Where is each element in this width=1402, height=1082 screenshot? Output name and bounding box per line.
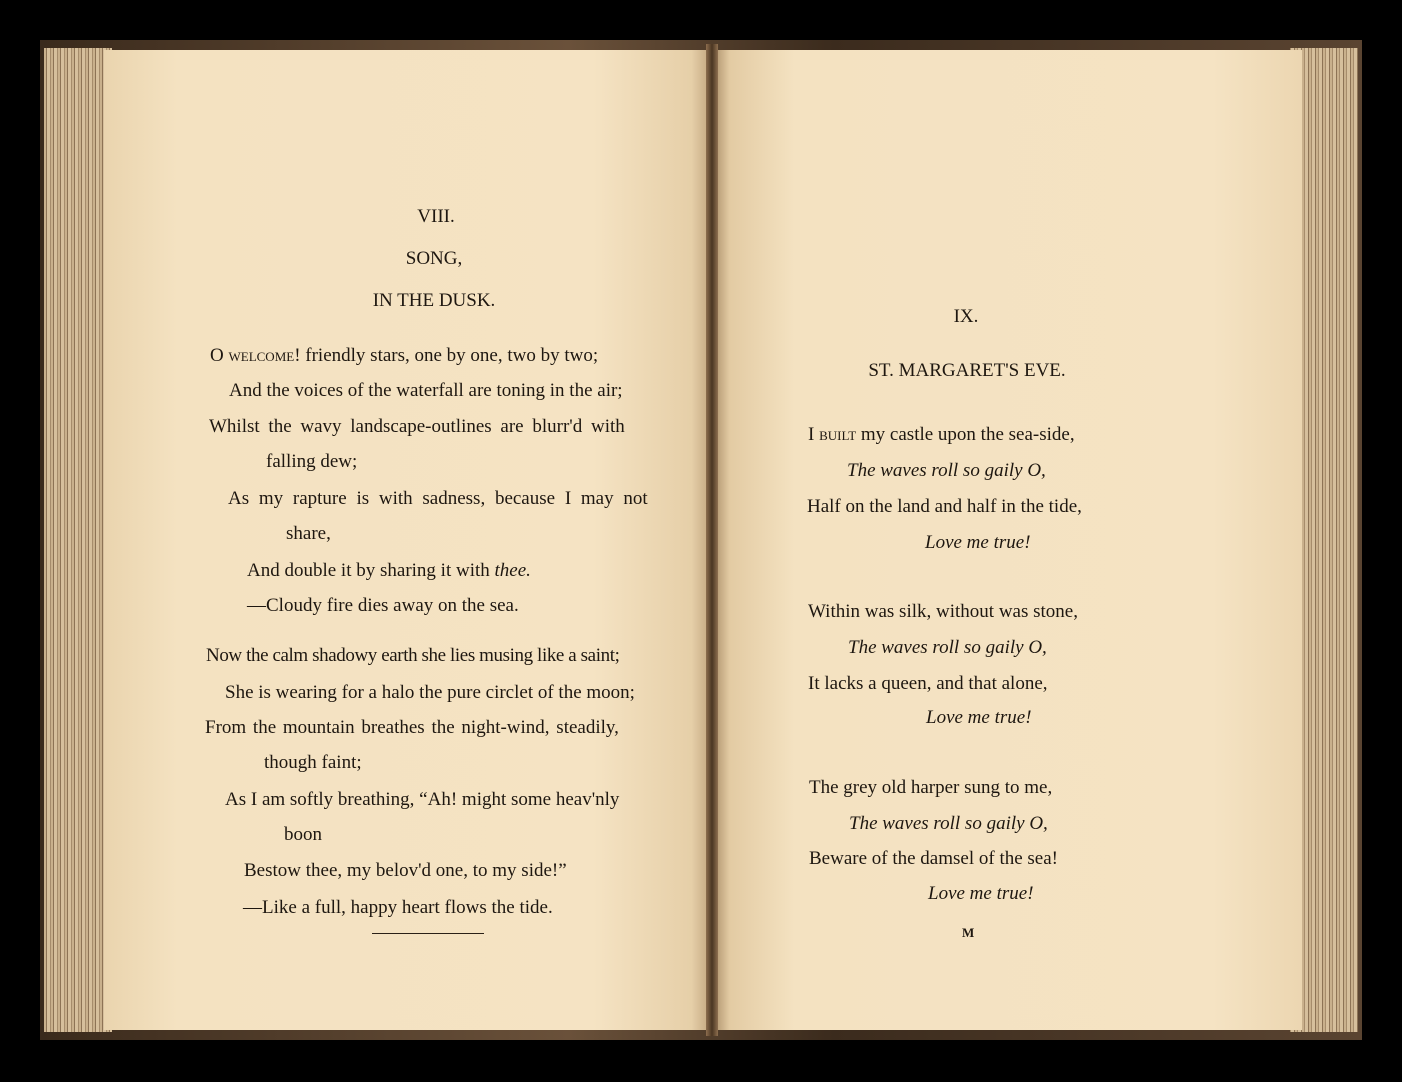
verse-line: As my rapture is with sadness, because I may not — [228, 488, 648, 509]
verse-line: I built my castle upon the sea-side, — [808, 424, 1075, 445]
section-rule — [372, 933, 484, 934]
poem-number: IX. — [953, 306, 979, 327]
verse-line: share, — [286, 523, 331, 544]
poem-subtitle: IN THE DUSK. — [372, 290, 496, 311]
refrain-line: The waves roll so gaily O, — [849, 813, 1048, 834]
poem-title: ST. MARGARET'S EVE. — [868, 360, 1066, 381]
signature-mark: M — [962, 925, 975, 940]
poem-number: VIII. — [417, 206, 455, 227]
verse-line: And the voices of the waterfall are toning in the air; — [229, 380, 623, 401]
verse-line: From the mountain breathes the night-wind, steadily, — [205, 717, 619, 738]
refrain-line: Love me true! — [925, 532, 1031, 553]
verse-line: —Like a full, happy heart flows the tide. — [243, 897, 553, 918]
refrain-line: The waves roll so gaily O, — [848, 637, 1047, 658]
poem-title: SONG, — [405, 248, 463, 269]
verse-line: Beware of the damsel of the sea! — [809, 848, 1059, 869]
left-page — [104, 50, 716, 1030]
verse-line: It lacks a queen, and that alone, — [808, 673, 1048, 694]
book-gutter — [706, 44, 718, 1036]
refrain-line: Love me true! — [928, 883, 1034, 904]
verse-line: Bestow thee, my belov'd one, to my side!” — [244, 860, 567, 881]
verse-line: Within was silk, without was stone, — [808, 601, 1078, 622]
verse-line: O welcome! friendly stars, one by one, two by two; — [210, 345, 599, 366]
refrain-line: The waves roll so gaily O, — [847, 460, 1046, 481]
verse-line: falling dew; — [266, 451, 358, 472]
verse-line: —Cloudy fire dies away on the sea. — [247, 595, 519, 616]
verse-line: As I am softly breathing, “Ah! might some heav'nly — [225, 789, 620, 810]
left-page-edges — [44, 48, 112, 1032]
verse-line: She is wearing for a halo the pure circlet of the moon; — [225, 682, 635, 703]
verse-line: And double it by sharing it with thee. — [247, 560, 531, 581]
verse-line: though faint; — [264, 752, 362, 773]
refrain-line: Love me true! — [926, 707, 1032, 728]
verse-line: boon — [284, 824, 322, 845]
verse-line: Now the calm shadowy earth she lies musing like a saint; — [206, 645, 620, 666]
verse-line: Half on the land and half in the tide, — [807, 496, 1082, 517]
verse-line: The grey old harper sung to me, — [809, 777, 1053, 798]
verse-line: Whilst the wavy landscape-outlines are blurr'd with — [209, 416, 625, 437]
